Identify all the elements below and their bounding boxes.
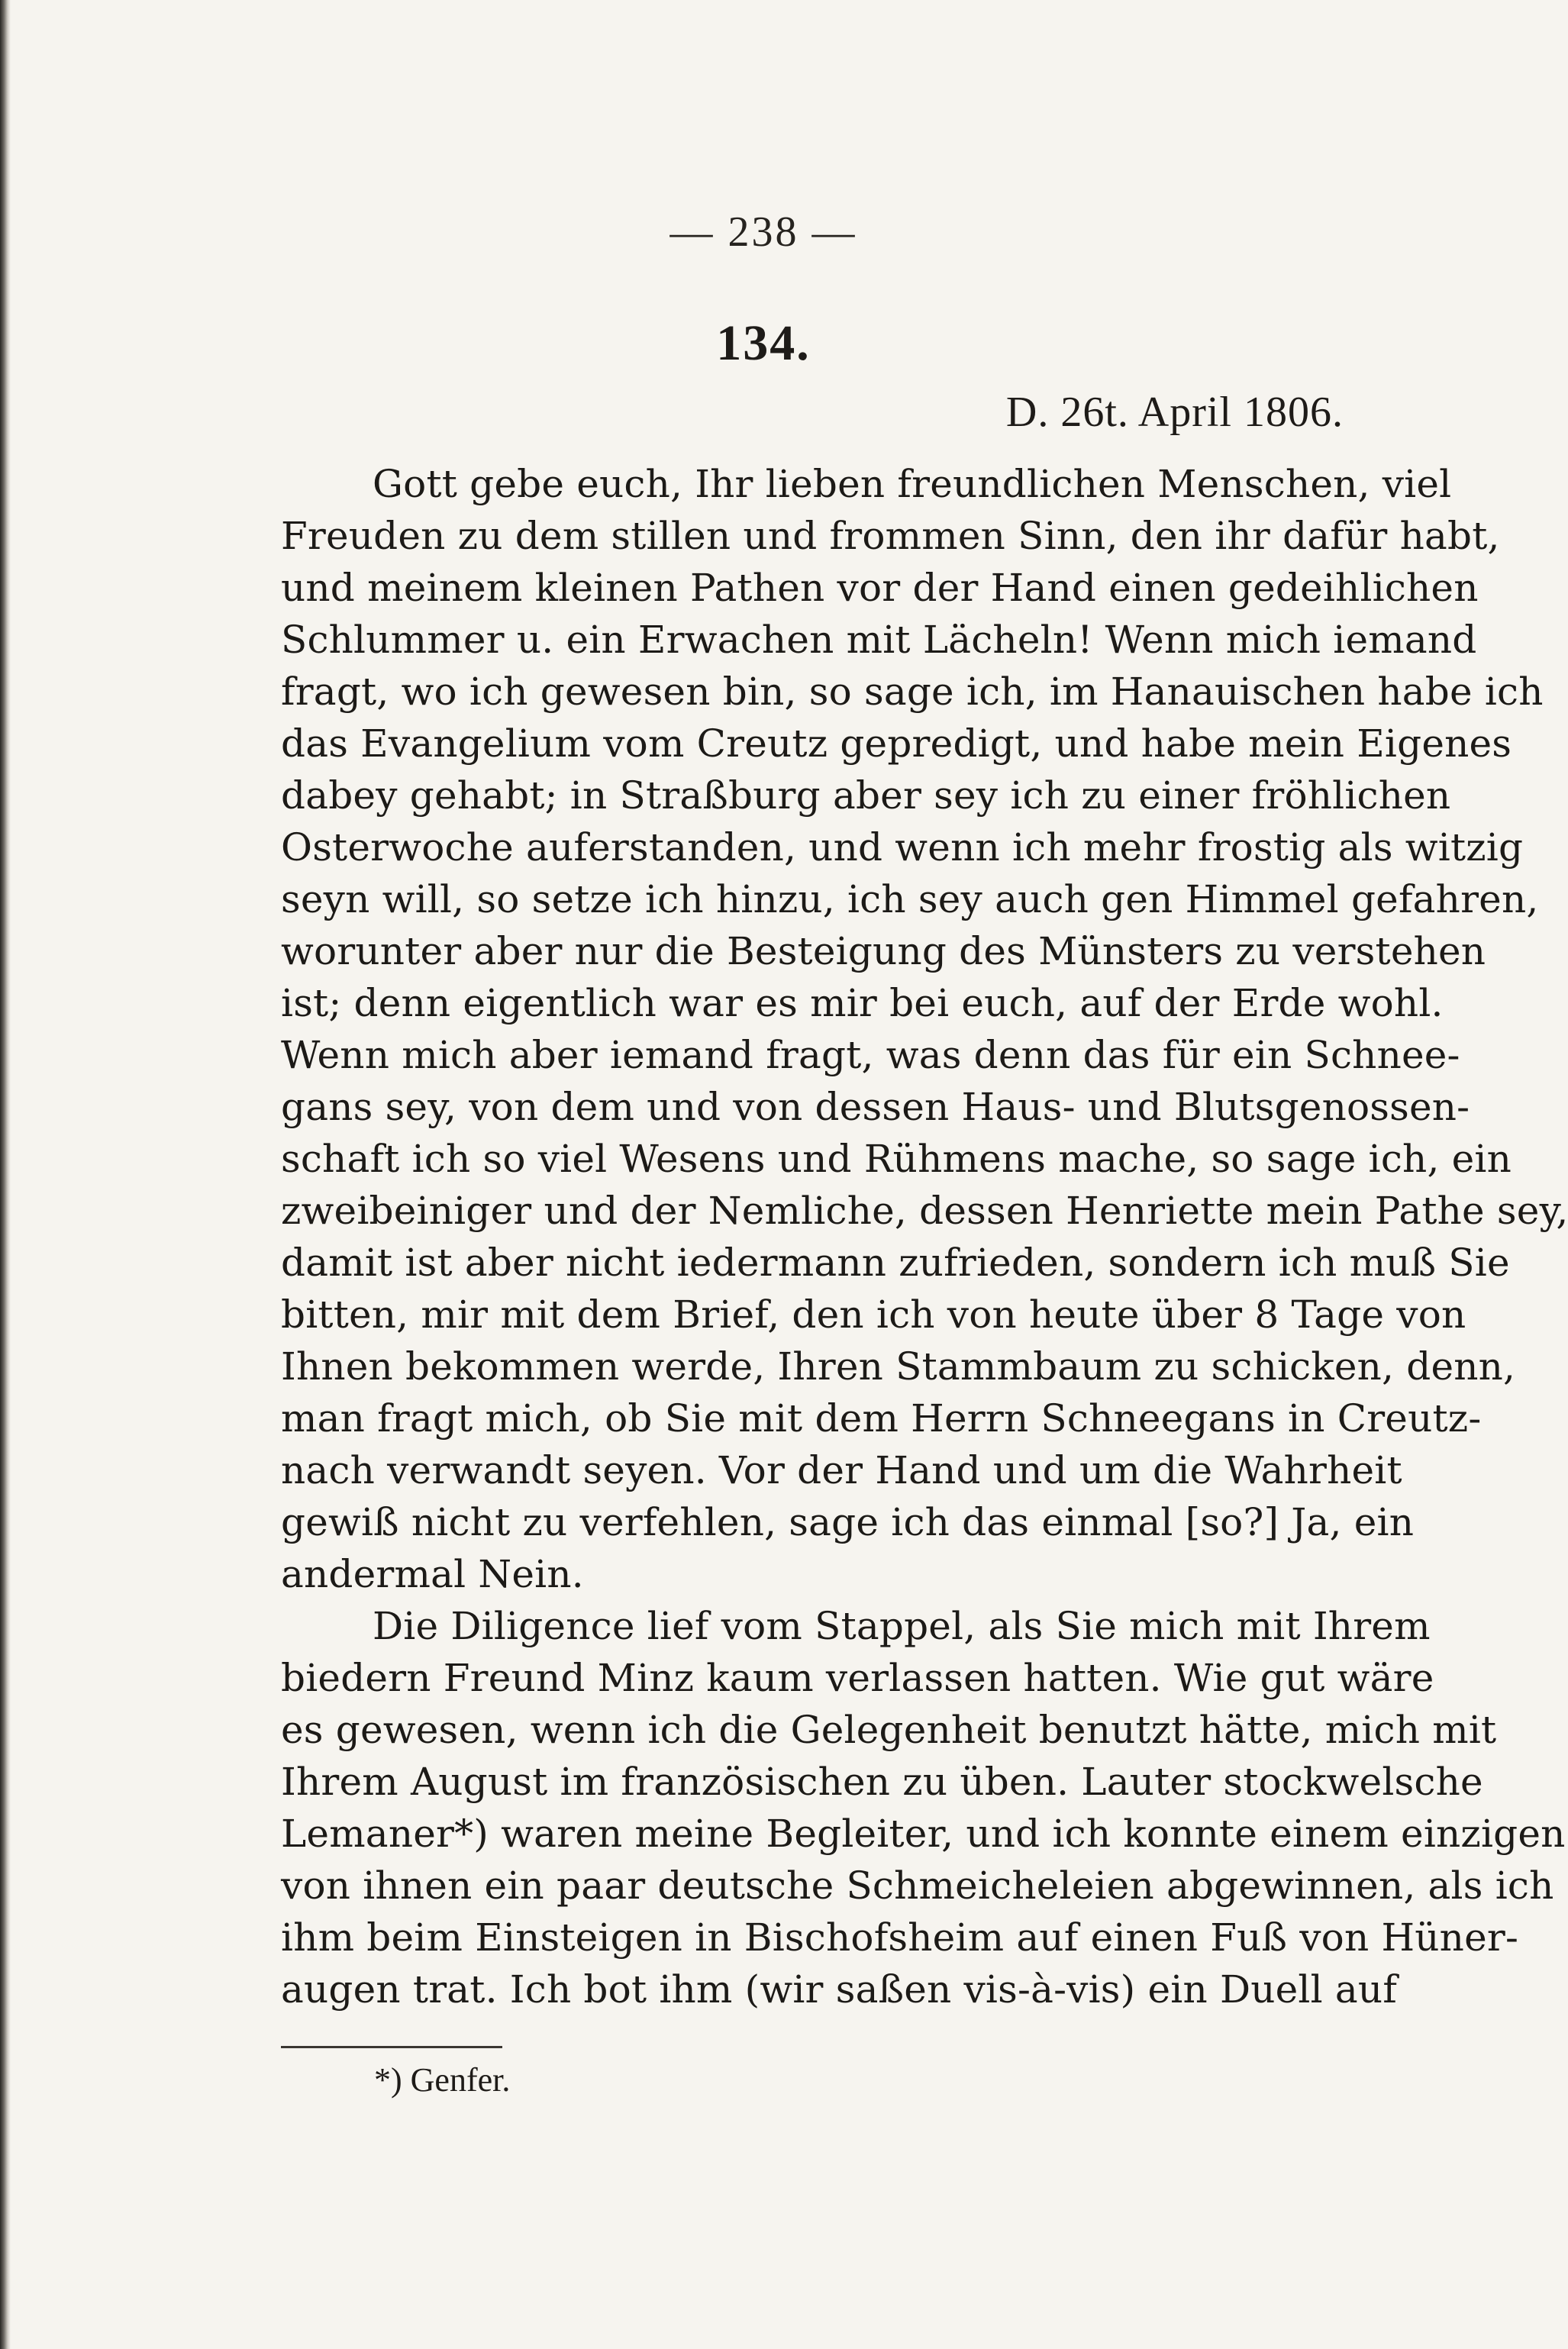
footnote: *) Genfer. <box>374 2061 511 2099</box>
footnote-divider <box>281 2046 502 2048</box>
letter-date: D. 26t. April 1806. <box>1005 389 1344 436</box>
text-line: schaft ich so viel Wesens und Rühmens mache, so sage ich, ein <box>281 1137 1512 1181</box>
text-line: andermal Nein. <box>281 1552 584 1596</box>
text-line: worunter aber nur die Besteigung des Münsters zu verstehen <box>281 929 1486 973</box>
text-line: dabey gehabt; in Straßburg aber sey ich zu einer fröhlichen <box>281 773 1451 818</box>
text-line: biedern Freund Minz kaum verlassen hatten. Wie gut wäre <box>281 1656 1434 1700</box>
text-line: nach verwandt seyen. Vor der Hand und um die Wahrheit <box>281 1448 1402 1492</box>
text-line: von ihnen ein paar deutsche Schmeicheleien abgewinnen, als ich <box>281 1863 1554 1908</box>
text-line: ihm beim Einsteigen in Bischofsheim auf einen Fuß von Hüner- <box>281 1915 1519 1960</box>
text-line: zweibeiniger und der Nemliche, dessen Henriette mein Pathe sey, <box>281 1189 1568 1233</box>
text-line: Ihnen bekommen werde, Ihren Stammbaum zu schicken, denn, <box>281 1344 1516 1389</box>
text-line: das Evangelium vom Creutz gepredigt, und habe mein Eigenes <box>281 721 1512 766</box>
text-line: damit ist aber nicht iedermann zufrieden, sondern ich muß Sie <box>281 1241 1510 1285</box>
text-line: augen trat. Ich bot ihm (wir saßen vis-à-vis) ein Duell auf <box>281 1967 1398 2012</box>
text-line: Die Diligence lief vom Stappel, als Sie mich mit Ihrem <box>373 1604 1431 1648</box>
text-line: Gott gebe euch, Ihr lieben freundlichen Menschen, viel <box>373 462 1452 506</box>
page-number: — 238 — <box>669 208 857 256</box>
letter-number: 134. <box>716 315 811 371</box>
text-line: gans sey, von dem und von dessen Haus- und Blutsgenossen- <box>281 1085 1470 1129</box>
text-line: Wenn mich aber iemand fragt, was denn das für ein Schnee- <box>281 1033 1460 1077</box>
text-line: fragt, wo ich gewesen bin, so sage ich, im Hanauischen habe ich <box>281 670 1544 714</box>
text-line: gewiß nicht zu verfehlen, sage ich das einmal [so?] Ja, ein <box>281 1500 1415 1544</box>
text-line: es gewesen, wenn ich die Gelegenheit benutzt hätte, mich mit <box>281 1708 1497 1752</box>
text-line: ist; denn eigentlich war es mir bei euch, auf der Erde wohl. <box>281 981 1444 1025</box>
text-line: Lemaner*) waren meine Begleiter, und ich konnte einem einzigen <box>281 1812 1566 1856</box>
letter-body <box>281 458 1568 2015</box>
text-line: seyn will, so setze ich hinzu, ich sey auch gen Himmel gefahren, <box>281 877 1539 921</box>
text-line: Schlummer u. ein Erwachen mit Lächeln! Wenn mich iemand <box>281 618 1477 662</box>
text-line: und meinem kleinen Pathen vor der Hand einen gedeihlichen <box>281 566 1479 610</box>
text-line: bitten, mir mit dem Brief, den ich von heute über 8 Tage von <box>281 1292 1466 1337</box>
text-line: Osterwoche auferstanden, und wenn ich mehr frostig als witzig <box>281 825 1524 870</box>
text-line: Ihrem August im französischen zu üben. Lauter stockwelsche <box>281 1760 1483 1804</box>
text-line: Freuden zu dem stillen und frommen Sinn, den ihr dafür habt, <box>281 514 1500 558</box>
text-line: man fragt mich, ob Sie mit dem Herrn Schneegans in Creutz- <box>281 1396 1482 1441</box>
